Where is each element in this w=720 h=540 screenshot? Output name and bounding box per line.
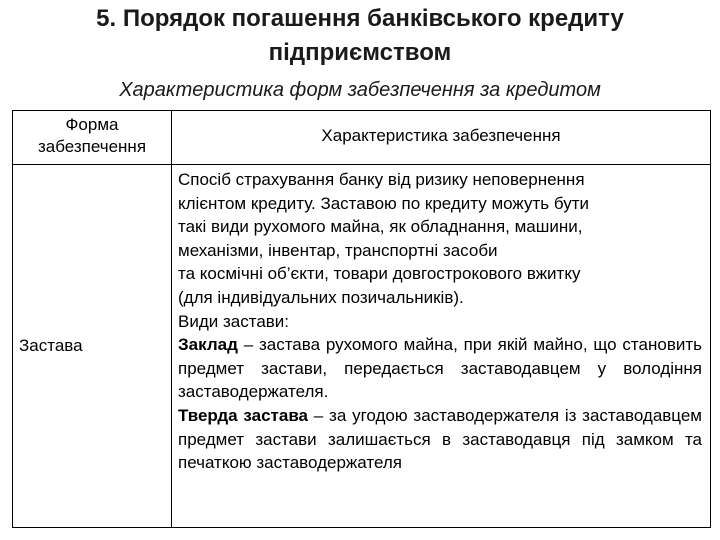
table-row [13, 165, 711, 528]
collateral-table [12, 110, 711, 528]
intro-line: та космічні об’єкти, товари довгострокового вжитку [178, 264, 581, 284]
pledge-term: Заклад [178, 335, 238, 355]
header-cell-characteristic [172, 111, 711, 165]
pledge-paragraph [178, 333, 702, 404]
slide-subtitle: Характеристика форм забезпечення за кредитом [119, 79, 601, 101]
hard-pledge-definition: – за угодою заставодержателя із заставодавцем предмет застави залишається в заставодавця під замком та печаткою заставодержателя [178, 405, 702, 473]
intro-line: механізми, інвентар, транспортні засоби [178, 240, 498, 260]
slide-title [0, 2, 720, 70]
intro-line: Спосіб страхування банку від ризику неповернення [178, 170, 585, 189]
intro-line: такі види рухомого майна, як обладнання, машини, [178, 217, 583, 237]
table-header-row [13, 111, 711, 165]
intro-line: Види застави: [178, 311, 290, 331]
cell-characteristic [172, 165, 711, 528]
header-characteristic: Характеристика забезпечення [321, 126, 561, 145]
hard-pledge-term: Тверда застава [178, 405, 309, 425]
header-cell-form [13, 111, 172, 165]
slide-title-line2: підприємством [268, 39, 452, 66]
header-form-line1: Форма [65, 115, 119, 134]
pledge-definition: – застава рухомого майна, при якій майно, що становить предмет застави, передається заставодавцем у володіння заставодержателя. [178, 335, 702, 402]
cell-form-name: Застава [13, 165, 172, 528]
intro-line: (для індивідуальних позичальників). [178, 287, 464, 307]
intro-line: клієнтом кредиту. Заставою по кредиту можуть бути [178, 193, 589, 213]
hard-pledge-paragraph [178, 404, 702, 475]
slide-title-line1: 5. Порядок погашення банківського кредиту [96, 5, 624, 32]
header-form-line2: забезпечення [37, 137, 147, 156]
